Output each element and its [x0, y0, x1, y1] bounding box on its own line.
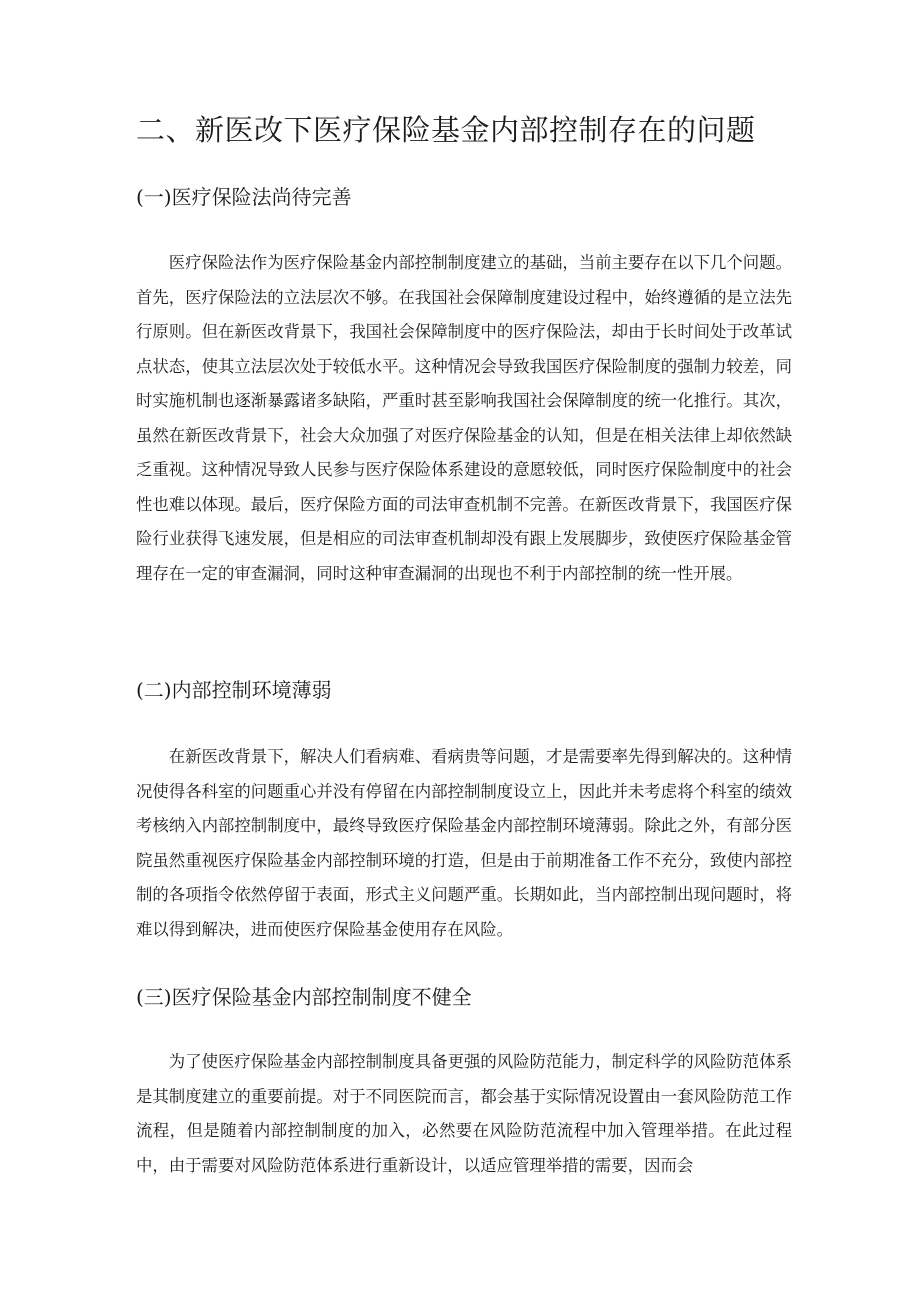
section-heading-2: (二)内部控制环境薄弱 — [136, 678, 332, 702]
section-paragraph-3: 为了使医疗保险基金内部控制制度具备更强的风险防范能力，制定科学的风险防范体系是其制度建立的重要前提。对于不同医院而言，都会基于实际情况设置由一套风险防范工作流程，但是随着内部控制制度的加入，必然要在风险防范流程中加入管理举措。在此过程中，由于需要对风险防范体系进行重新设计，以适应管理举措的需要，因而会 — [136, 1052, 792, 1175]
page-title: 二、新医改下医疗保险基金内部控制存在的问题 — [136, 113, 756, 147]
section-paragraph-2: 在新医改背景下，解决人们看病难、看病贵等问题，才是需要率先得到解决的。这种情况使得各科室的问题重心并没有停留在内部控制制度设立上，因此并未考虑将个科室的绩效考核纳入内部控制制度中，最终导致医疗保险基金内部控制环境薄弱。除此之外，有部分医院虽然重视医疗保险基金内部控制环境的打造，但是由于前期准备工作不充分，致使内部控制的各项指令依然停留于表面，形式主义问题严重。长期如此，当内部控制出现问题时，将难以得到解决，进而使医疗保险基金使用存在风险。 — [136, 747, 792, 939]
section-paragraph-1: 医疗保险法作为医疗保险基金内部控制制度建立的基础，当前主要存在以下几个问题。首先，医疗保险法的立法层次不够。在我国社会保障制度建设过程中，始终遵循的是立法先行原则。但在新医改背景下，我国社会保障制度中的医疗保险法，却由于长时间处于改革试点状态，使其立法层次处于较低水平。这种情况会导致我国医疗保险制度的强制力较差，同时实施机制也逐渐暴露诸多缺陷，严重时甚至影响我国社会保障制度的统一化推行。其次，虽然在新医改背景下，社会大众加强了对医疗保险基金的认知，但是在相关法律上却依然缺乏重视。这种情况导致人民参与医疗保险体系建设的意愿较低，同时医疗保险制度中的社会性也难以体现。最后，医疗保险方面的司法审查机制不完善。在新医改背景下，我国医疗保险行业获得飞速发展，但是相应的司法审查机制却没有跟上发展脚步，致使医疗保险基金管理存在一定的审查漏洞，同时这种审查漏洞的出现也不利于内部控制的统一性开展。 — [136, 253, 792, 583]
section-heading-1: (一)医疗保险法尚待完善 — [136, 185, 352, 209]
section-heading-3: (三)医疗保险基金内部控制制度不健全 — [136, 985, 472, 1009]
